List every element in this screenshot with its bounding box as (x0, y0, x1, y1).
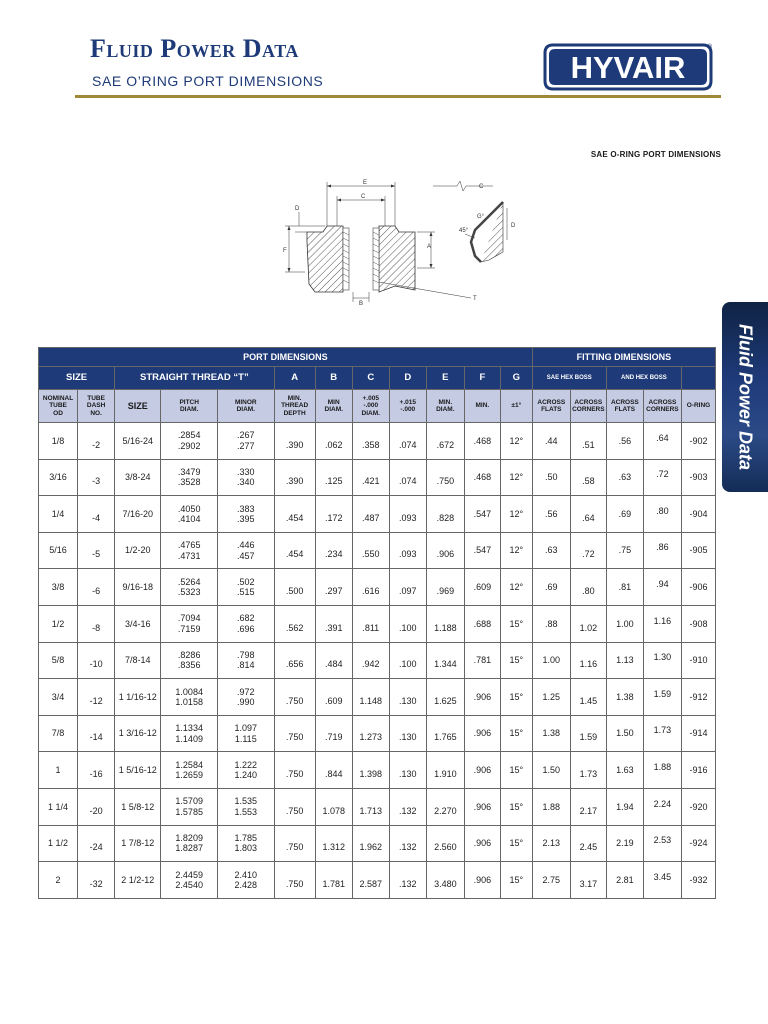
and-across-corners-header: ACROSS CORNERS (643, 390, 681, 423)
c-cell: 1.398 (352, 752, 389, 789)
b-cell: .391 (315, 605, 352, 642)
c-cell: 2.587 (352, 862, 389, 899)
oring-cell: -906 (681, 569, 715, 606)
oring-cell: -924 (681, 825, 715, 862)
oring-cell: -910 (681, 642, 715, 679)
sae-corners-cell: .80 (570, 569, 606, 606)
a-cell: .750 (274, 715, 315, 752)
table-row (39, 532, 716, 569)
g-cell: 12° (500, 569, 532, 606)
d-cell: .130 (389, 679, 426, 716)
a-subheader: MIN. THREAD DEPTH (274, 390, 315, 423)
table-row (39, 459, 716, 496)
a-cell: .750 (274, 825, 315, 862)
b-cell: .844 (315, 752, 352, 789)
a-cell: .656 (274, 642, 315, 679)
sae-flats-cell: .69 (532, 569, 570, 606)
and-flats-cell: .69 (606, 496, 643, 533)
sae-hex-boss-header: SAE HEX BOSS (532, 367, 606, 390)
pitch-diam-cell: 1.5709 1.5785 (161, 788, 218, 825)
column-header-row (39, 390, 716, 423)
oring-cell: -904 (681, 496, 715, 533)
nominal-od-cell: 3/8 (39, 569, 78, 606)
thread-size-cell: 7/8-14 (115, 642, 161, 679)
f-cell: .609 (464, 569, 500, 606)
minor-diam-cell: 1.222 1.240 (217, 752, 274, 789)
table-row (39, 642, 716, 679)
pitch-diam-cell: .4050 .4104 (161, 496, 218, 533)
side-tab-label: Fluid Power Data (735, 323, 756, 471)
b-cell: 1.078 (315, 788, 352, 825)
and-corners-cell: .64 (643, 423, 681, 460)
sae-corners-cell: .72 (570, 532, 606, 569)
sae-corners-cell: 2.45 (570, 825, 606, 862)
sae-corners-cell: .51 (570, 423, 606, 460)
nominal-od-cell: 5/16 (39, 532, 78, 569)
f-cell: .906 (464, 679, 500, 716)
g-cell: 12° (500, 496, 532, 533)
sae-across-flats-header: ACROSS FLATS (532, 390, 570, 423)
minor-diam-cell: .972 .990 (217, 679, 274, 716)
b-subheader: MIN DIAM. (315, 390, 352, 423)
table-row (39, 715, 716, 752)
g-cell: 15° (500, 825, 532, 862)
sae-flats-cell: 2.13 (532, 825, 570, 862)
c-cell: 1.273 (352, 715, 389, 752)
a-cell: .562 (274, 605, 315, 642)
f-cell: .468 (464, 459, 500, 496)
pitch-diam-cell: 1.0084 1.0158 (161, 679, 218, 716)
f-cell: .906 (464, 825, 500, 862)
minor-diam-cell: .502 .515 (217, 569, 274, 606)
oring-cell: -908 (681, 605, 715, 642)
table-body (39, 423, 716, 899)
e-cell: 1.625 (426, 679, 464, 716)
a-cell: .500 (274, 569, 315, 606)
and-flats-cell: .56 (606, 423, 643, 460)
pitch-diam-cell: .2854 .2902 (161, 423, 218, 460)
thread-size-cell: 1 3/16-12 (115, 715, 161, 752)
and-corners-cell: 1.73 (643, 715, 681, 752)
b-cell: 1.781 (315, 862, 352, 899)
e-cell: 1.910 (426, 752, 464, 789)
and-flats-cell: .81 (606, 569, 643, 606)
thread-size-cell: 1/2-20 (115, 532, 161, 569)
e-cell: 2.560 (426, 825, 464, 862)
e-cell: 2.270 (426, 788, 464, 825)
thread-size-header: SIZE (115, 390, 161, 423)
c-subheader: +.005 -.000 DIAM. (352, 390, 389, 423)
dash-no-cell: -2 (78, 423, 115, 460)
b-cell: 1.312 (315, 825, 352, 862)
d-cell: .074 (389, 459, 426, 496)
port-body-right (379, 226, 415, 292)
and-corners-cell: 1.16 (643, 605, 681, 642)
and-flats-cell: 1.38 (606, 679, 643, 716)
dash-no-cell: -24 (78, 825, 115, 862)
thread-group-header: STRAIGHT THREAD “T” (115, 367, 274, 390)
b-cell: .125 (315, 459, 352, 496)
thread-size-cell: 1 5/16-12 (115, 752, 161, 789)
oring-cell: -932 (681, 862, 715, 899)
port-dimensions-header: PORT DIMENSIONS (39, 348, 533, 367)
f-subheader: MIN. (464, 390, 500, 423)
sae-flats-cell: .63 (532, 532, 570, 569)
thread-size-cell: 9/16-18 (115, 569, 161, 606)
side-tab (722, 302, 768, 492)
dash-no-cell: -14 (78, 715, 115, 752)
sae-corners-cell: 1.73 (570, 752, 606, 789)
sae-flats-cell: .44 (532, 423, 570, 460)
nominal-od-cell: 3/4 (39, 679, 78, 716)
nominal-od-cell: 1/2 (39, 605, 78, 642)
d-cell: .074 (389, 423, 426, 460)
sae-flats-cell: .88 (532, 605, 570, 642)
dim-label-detail-d: D (511, 223, 516, 229)
dim-label-angle: 45° (459, 228, 469, 234)
sae-corners-cell: 2.17 (570, 788, 606, 825)
b-cell: .609 (315, 679, 352, 716)
col-a-header: A (274, 367, 315, 390)
minor-diam-cell: .682 .696 (217, 605, 274, 642)
sae-corners-cell: .58 (570, 459, 606, 496)
thread-size-cell: 3/4-16 (115, 605, 161, 642)
f-cell: .547 (464, 496, 500, 533)
c-cell: 1.962 (352, 825, 389, 862)
d-cell: .093 (389, 496, 426, 533)
e-cell: .969 (426, 569, 464, 606)
table-row (39, 788, 716, 825)
sae-corners-cell: 1.45 (570, 679, 606, 716)
b-cell: .062 (315, 423, 352, 460)
dash-no-header: TUBE DASH NO. (78, 390, 115, 423)
g-cell: 15° (500, 642, 532, 679)
minor-diam-cell: .330 .340 (217, 459, 274, 496)
b-cell: .234 (315, 532, 352, 569)
nominal-od-cell: 2 (39, 862, 78, 899)
a-cell: .750 (274, 752, 315, 789)
section-header-row (39, 367, 716, 390)
page-title: Fluid Power Data (90, 34, 299, 63)
d-cell: .100 (389, 605, 426, 642)
and-corners-cell: 2.24 (643, 788, 681, 825)
thread-size-cell: 5/16-24 (115, 423, 161, 460)
nominal-od-cell: 5/8 (39, 642, 78, 679)
g-cell: 15° (500, 862, 532, 899)
a-cell: .390 (274, 423, 315, 460)
and-flats-cell: 1.50 (606, 715, 643, 752)
oring-cell: -914 (681, 715, 715, 752)
nominal-od-header: NOMINAL TUBE OD (39, 390, 78, 423)
thread-size-cell: 3/8-24 (115, 459, 161, 496)
pitch-diam-cell: 2.4459 2.4540 (161, 862, 218, 899)
col-c-header: C (352, 367, 389, 390)
table-row (39, 605, 716, 642)
table-row (39, 423, 716, 460)
pitch-diam-cell: .5264 .5323 (161, 569, 218, 606)
sae-flats-cell: 1.25 (532, 679, 570, 716)
table-row (39, 752, 716, 789)
group-header-row (39, 348, 716, 367)
b-cell: .172 (315, 496, 352, 533)
f-cell: .906 (464, 752, 500, 789)
pitch-diam-cell: .7094 .7159 (161, 605, 218, 642)
b-cell: .297 (315, 569, 352, 606)
dim-label-b: B (359, 301, 364, 307)
page-subtitle: SAE O’RING PORT DIMENSIONS (92, 73, 324, 89)
fitting-dimensions-header: FITTING DIMENSIONS (532, 348, 715, 367)
pitch-diam-cell: .3479 .3528 (161, 459, 218, 496)
registered-mark: ® (707, 44, 713, 51)
c-cell: .550 (352, 532, 389, 569)
nominal-od-cell: 1 (39, 752, 78, 789)
c-cell: .487 (352, 496, 389, 533)
thread-size-cell: 2 1/2-12 (115, 862, 161, 899)
nominal-od-cell: 1 1/2 (39, 825, 78, 862)
nominal-od-cell: 1/4 (39, 496, 78, 533)
f-cell: .781 (464, 642, 500, 679)
and-flats-cell: .75 (606, 532, 643, 569)
d-cell: .130 (389, 715, 426, 752)
g-cell: 12° (500, 423, 532, 460)
nominal-od-cell: 7/8 (39, 715, 78, 752)
sae-corners-cell: 1.59 (570, 715, 606, 752)
minor-diam-cell: .383 .395 (217, 496, 274, 533)
g-cell: 15° (500, 715, 532, 752)
d-cell: .097 (389, 569, 426, 606)
col-d-header: D (389, 367, 426, 390)
thread-size-cell: 1 7/8-12 (115, 825, 161, 862)
g-subheader: ±1° (500, 390, 532, 423)
header-divider (75, 95, 721, 98)
size-group-header: SIZE (39, 367, 115, 390)
nominal-od-cell: 1/8 (39, 423, 78, 460)
col-b-header: B (315, 367, 352, 390)
and-corners-cell: 1.30 (643, 642, 681, 679)
sae-corners-cell: 3.17 (570, 862, 606, 899)
oring-cell: -902 (681, 423, 715, 460)
sae-corners-cell: 1.02 (570, 605, 606, 642)
dash-no-cell: -10 (78, 642, 115, 679)
sae-flats-cell: 1.00 (532, 642, 570, 679)
minor-diam-cell: .798 .814 (217, 642, 274, 679)
oring-cell: -905 (681, 532, 715, 569)
sae-flats-cell: .56 (532, 496, 570, 533)
logo-text: HYVAIR (570, 50, 686, 85)
pitch-diam-cell: 1.8209 1.8287 (161, 825, 218, 862)
e-cell: .750 (426, 459, 464, 496)
sae-across-corners-header: ACROSS CORNERS (570, 390, 606, 423)
and-flats-cell: .63 (606, 459, 643, 496)
and-corners-cell: 1.88 (643, 752, 681, 789)
d-cell: .093 (389, 532, 426, 569)
dash-no-cell: -16 (78, 752, 115, 789)
table-row (39, 679, 716, 716)
c-cell: 1.148 (352, 679, 389, 716)
c-cell: .358 (352, 423, 389, 460)
g-cell: 15° (500, 605, 532, 642)
oring-cell: -916 (681, 752, 715, 789)
and-corners-cell: 2.53 (643, 825, 681, 862)
dim-label-c: C (361, 194, 366, 200)
e-cell: .906 (426, 532, 464, 569)
minor-diam-cell: .267 .277 (217, 423, 274, 460)
dash-no-cell: -32 (78, 862, 115, 899)
and-corners-cell: .80 (643, 496, 681, 533)
c-cell: .942 (352, 642, 389, 679)
a-cell: .454 (274, 532, 315, 569)
sae-flats-cell: 2.75 (532, 862, 570, 899)
thread-size-cell: 1 5/8-12 (115, 788, 161, 825)
minor-diam-cell: .446 .457 (217, 532, 274, 569)
oring-header: O-RING (681, 390, 715, 423)
table-row (39, 862, 716, 899)
minor-diam-header: MINOR DIAM. (217, 390, 274, 423)
and-corners-cell: 3.45 (643, 862, 681, 899)
sae-corners-cell: .64 (570, 496, 606, 533)
dash-no-cell: -4 (78, 496, 115, 533)
sae-corners-cell: 1.16 (570, 642, 606, 679)
dim-label-d: D (295, 206, 300, 212)
and-across-flats-header: ACROSS FLATS (606, 390, 643, 423)
port-body-left (307, 226, 343, 292)
e-cell: 1.344 (426, 642, 464, 679)
oring-cell: -912 (681, 679, 715, 716)
pitch-diam-cell: 1.1334 1.1409 (161, 715, 218, 752)
oring-cell: -920 (681, 788, 715, 825)
sae-flats-cell: 1.88 (532, 788, 570, 825)
d-cell: .130 (389, 752, 426, 789)
f-cell: .906 (464, 788, 500, 825)
d-cell: .100 (389, 642, 426, 679)
minor-diam-cell: 2.410 2.428 (217, 862, 274, 899)
c-cell: .421 (352, 459, 389, 496)
f-cell: .468 (464, 423, 500, 460)
pitch-diam-cell: 1.2584 1.2659 (161, 752, 218, 789)
e-cell: 1.765 (426, 715, 464, 752)
b-cell: .719 (315, 715, 352, 752)
minor-diam-cell: 1.785 1.803 (217, 825, 274, 862)
port-dimensions-table (38, 347, 716, 899)
and-corners-cell: .86 (643, 532, 681, 569)
dash-no-cell: -5 (78, 532, 115, 569)
a-cell: .750 (274, 679, 315, 716)
port-diagram (275, 172, 525, 312)
and-hex-boss-header: AND HEX BOSS (606, 367, 681, 390)
f-cell: .906 (464, 715, 500, 752)
dim-label-g: G° (477, 214, 485, 220)
e-cell: 3.480 (426, 862, 464, 899)
hyvair-logo (543, 43, 713, 91)
a-cell: .454 (274, 496, 315, 533)
diagram-caption: SAE O-RING PORT DIMENSIONS (590, 150, 721, 159)
pitch-diam-cell: .4765 .4731 (161, 532, 218, 569)
col-g-header: G (500, 367, 532, 390)
oring-group-header (681, 367, 715, 390)
c-cell: .616 (352, 569, 389, 606)
and-corners-cell: .72 (643, 459, 681, 496)
e-subheader: MIN. DIAM. (426, 390, 464, 423)
d-cell: .132 (389, 825, 426, 862)
pitch-diam-cell: .8286 .8356 (161, 642, 218, 679)
thread-size-cell: 1 1/16-12 (115, 679, 161, 716)
pitch-diam-header: PITCH DIAM. (161, 390, 218, 423)
oring-cell: -903 (681, 459, 715, 496)
and-flats-cell: 1.00 (606, 605, 643, 642)
thread-size-cell: 7/16-20 (115, 496, 161, 533)
col-f-header: F (464, 367, 500, 390)
c-cell: 1.713 (352, 788, 389, 825)
g-cell: 15° (500, 752, 532, 789)
g-cell: 12° (500, 459, 532, 496)
b-cell: .484 (315, 642, 352, 679)
g-cell: 15° (500, 679, 532, 716)
d-cell: .132 (389, 788, 426, 825)
a-cell: .750 (274, 862, 315, 899)
dim-label-t: T (473, 296, 477, 302)
a-cell: .390 (274, 459, 315, 496)
sae-flats-cell: .50 (532, 459, 570, 496)
c-cell: .811 (352, 605, 389, 642)
and-flats-cell: 1.63 (606, 752, 643, 789)
sae-flats-cell: 1.38 (532, 715, 570, 752)
dash-no-cell: -12 (78, 679, 115, 716)
nominal-od-cell: 3/16 (39, 459, 78, 496)
and-corners-cell: 1.59 (643, 679, 681, 716)
d-subheader: +.015 -.000 (389, 390, 426, 423)
sae-flats-cell: 1.50 (532, 752, 570, 789)
dash-no-cell: -8 (78, 605, 115, 642)
dash-no-cell: -3 (78, 459, 115, 496)
and-flats-cell: 1.13 (606, 642, 643, 679)
f-cell: .906 (464, 862, 500, 899)
and-flats-cell: 2.81 (606, 862, 643, 899)
g-cell: 15° (500, 788, 532, 825)
d-cell: .132 (389, 862, 426, 899)
dim-label-e: E (363, 180, 368, 186)
minor-diam-cell: 1.097 1.115 (217, 715, 274, 752)
e-cell: 1.188 (426, 605, 464, 642)
table-row (39, 825, 716, 862)
and-flats-cell: 1.94 (606, 788, 643, 825)
g-cell: 12° (500, 532, 532, 569)
table-row (39, 569, 716, 606)
dim-label-f: F (283, 248, 287, 254)
minor-diam-cell: 1.535 1.553 (217, 788, 274, 825)
dash-no-cell: -20 (78, 788, 115, 825)
nominal-od-cell: 1 1/4 (39, 788, 78, 825)
e-cell: .672 (426, 423, 464, 460)
f-cell: .547 (464, 532, 500, 569)
and-flats-cell: 2.19 (606, 825, 643, 862)
dim-label-a: A (427, 244, 432, 250)
table-row (39, 496, 716, 533)
col-e-header: E (426, 367, 464, 390)
e-cell: .828 (426, 496, 464, 533)
f-cell: .688 (464, 605, 500, 642)
dash-no-cell: -6 (78, 569, 115, 606)
a-cell: .750 (274, 788, 315, 825)
dim-label-detail-c: C (479, 184, 484, 190)
and-corners-cell: .94 (643, 569, 681, 606)
